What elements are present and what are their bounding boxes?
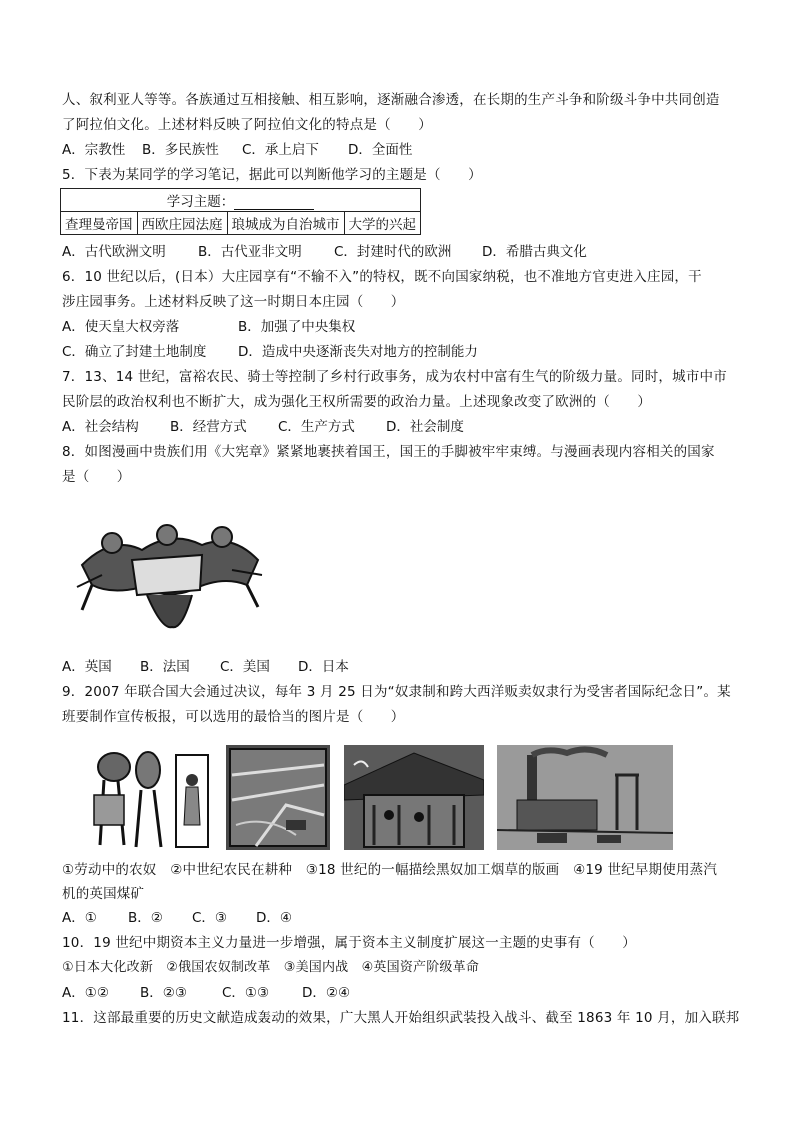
- coal-mine-steam-engine-image: [497, 745, 673, 850]
- q5-stem: 5．下表为某同学的学习笔记，据此可以判断他学习的主题是（ ）: [62, 167, 482, 183]
- q8-option-b: B．法国: [140, 659, 190, 675]
- q9-option-d: D．④: [256, 910, 292, 926]
- q5-options: [62, 242, 587, 262]
- q4-option-a: A．宗教性: [62, 142, 126, 158]
- q11-text-line1: 11．这部最重要的历史文献造成轰动的效果，广大黑人开始组织武装投入战斗、截至 1863 年 10 月，加入联邦: [62, 1010, 740, 1026]
- study-topic-header: [61, 189, 421, 212]
- q6-option-c: C．确立了封建土地制度: [62, 344, 207, 360]
- q9-option-b: B．②: [128, 910, 163, 926]
- q4-text-line1: 人、叙利亚人等等。各族通过互相接触、相互影响，逐渐融合渗透，在长期的生产斗争和阶级斗争中共同创造: [62, 92, 720, 108]
- table-cell: 琅城成为自治城市: [227, 212, 344, 235]
- q5-option-c: C．封建时代的欧洲: [334, 244, 452, 260]
- q10-option-a: A．①②: [62, 985, 109, 1001]
- q10-stem: 10．19 世纪中期资本主义力量进一步增强，属于资本主义制度扩展这一主题的史事有（ ）: [62, 935, 636, 951]
- q4-option-b: B．多民族性: [142, 142, 219, 158]
- magna-carta-cartoon-image: [72, 515, 268, 635]
- q8-text-line2: 是（ ）: [62, 469, 131, 485]
- q8-option-d: D．日本: [298, 659, 349, 675]
- q5-option-b: B．古代亚非文明: [198, 244, 302, 260]
- q6-option-b: B．加强了中央集权: [238, 319, 356, 335]
- q6-option-a: A．使天皇大权旁落: [62, 319, 180, 335]
- q5-option-d: D．希腊古典文化: [482, 244, 587, 260]
- q9-captions-line2: 机的英国煤矿: [62, 886, 145, 902]
- q9-option-a: A．①: [62, 910, 97, 926]
- q10-option-d: D．②④: [302, 985, 351, 1001]
- q9-text-line1: 9．2007 年联合国大会通过决议，每年 3 月 25 日为“奴隶制和跨大西洋贩卖奴隶行为受害者国际纪念日”。某: [62, 684, 731, 700]
- q8-text-line1: 8．如图漫画中贵族们用《大宪章》紧紧地裹挟着国王，国王的手脚被牢牢束缚。与漫画表现内容相关的国家: [62, 444, 715, 460]
- q8-options: [62, 657, 349, 677]
- q10-items: ①日本大化改新 ②俄国农奴制改革 ③美国内战 ④英国资产阶级革命: [62, 960, 480, 975]
- q7-option-b: B．经营方式: [170, 419, 247, 435]
- q6-options-row1: [62, 317, 355, 337]
- q6-options-row2: [62, 342, 478, 362]
- q6-option-d: D．造成中央逐渐丧失对地方的控制能力: [238, 344, 478, 360]
- q5-option-a: A．古代欧洲文明: [62, 244, 166, 260]
- q7-text-line2: 民阶层的政治权利也不断扩大，成为强化王权所需要的政治力量。上述现象改变了欧洲的（ ）: [62, 394, 652, 410]
- table-cell: 西欧庄园法庭: [137, 212, 227, 235]
- medieval-farming-image: [226, 745, 330, 850]
- q10-options: [62, 983, 350, 1003]
- q7-options: [62, 417, 464, 437]
- q8-option-a: A．英国: [62, 659, 112, 675]
- q9-option-c: C．③: [192, 910, 228, 926]
- slaves-tobacco-print-image: [344, 745, 484, 850]
- q4-option-c: C．承上启下: [242, 142, 319, 158]
- q9-options: [62, 908, 292, 928]
- q9-captions-line1: ①劳动中的农奴 ②中世纪农民在耕种 ③18 世纪的一幅描绘黑奴加工烟草的版画 ④19 世纪早期使用蒸汽: [62, 862, 718, 878]
- q4-text-line2: 了阿拉伯文化。上述材料反映了阿拉伯文化的特点是（ ）: [62, 117, 432, 133]
- table-cell: 大学的兴起: [344, 212, 421, 235]
- q9-text-line2: 班要制作宣传板报，可以选用的最恰当的图片是（ ）: [62, 709, 405, 725]
- q7-option-c: C．生产方式: [278, 419, 355, 435]
- study-topic-label: 学习主题：: [166, 194, 235, 210]
- q7-option-a: A．社会结构: [62, 419, 139, 435]
- study-topic-blank: [234, 195, 314, 210]
- q7-option-d: D．社会制度: [386, 419, 464, 435]
- serfs-working-image: [86, 745, 216, 850]
- study-notes-table: [60, 188, 421, 235]
- q4-options: [62, 140, 412, 160]
- q8-option-c: C．美国: [220, 659, 270, 675]
- q10-option-b: B．②③: [140, 985, 187, 1001]
- q10-option-c: C．①③: [222, 985, 270, 1001]
- q7-text-line1: 7．13、14 世纪，富裕农民、骑士等控制了乡村行政事务，成为农村中富有生气的阶级力量。同时，城市中市: [62, 369, 727, 385]
- table-cell: 查理曼帝国: [61, 212, 138, 235]
- q6-text-line2: 涉庄园事务。上述材料反映了这一时期日本庄园（ ）: [62, 294, 405, 310]
- q6-text-line1: 6．10 世纪以后，(日本）大庄园享有“不输不入”的特权，既不向国家纳税，也不准地方官吏进入庄园，干: [62, 269, 702, 285]
- q4-option-d: D．全面性: [348, 142, 413, 158]
